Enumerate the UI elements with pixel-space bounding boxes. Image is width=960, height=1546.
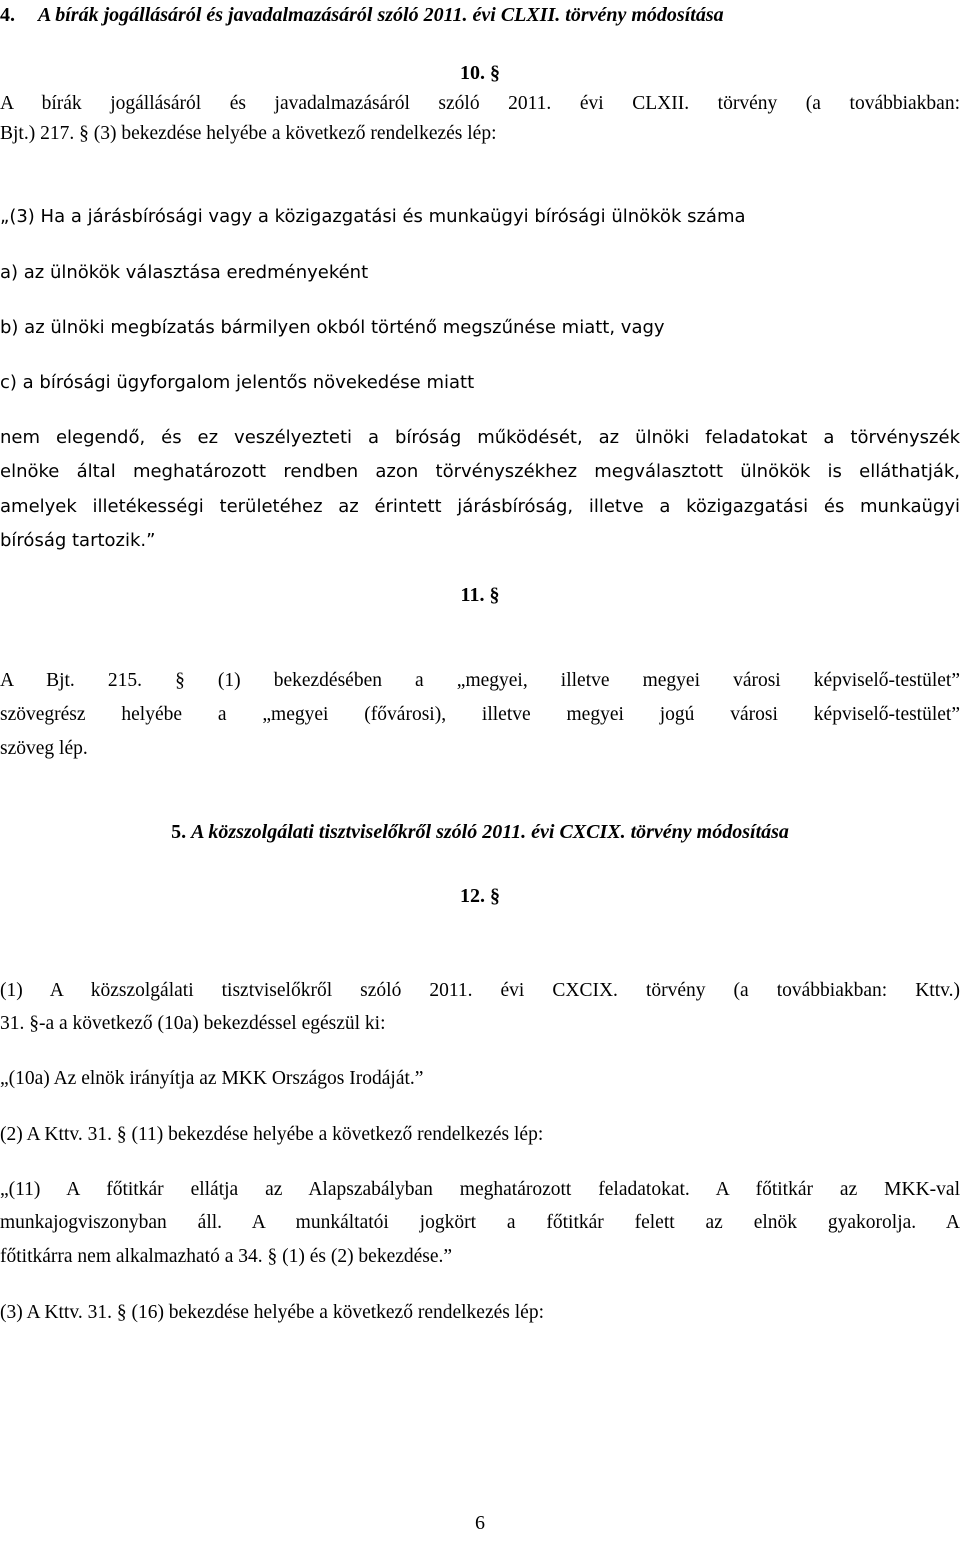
s10-intro-line-1: A bírák jogállásáról és javadalmazásáról szóló 2011. évi CLXII. törvény (a továbbiakban:: [0, 93, 960, 114]
section-heading-5: [0, 817, 960, 847]
page-number: 6: [475, 1512, 485, 1534]
section-heading-4: [0, 0, 960, 30]
s10-tail-line-3: amelyek illetékességi területéhez az érintett járásbíróság, illetve a közigazgatási és munkaügyi: [0, 496, 960, 517]
s12-p2: (2) A Kttv. 31. § (11) bekezdése helyébe a következő rendelkezés lép:: [0, 1124, 544, 1145]
s11-line-2: szövegrész helyébe a „megyei (fővárosi), illetve megyei jogú városi képviselő-testület”: [0, 704, 960, 725]
paragraph-label-10: 10. §: [460, 62, 500, 84]
s12-quote-2-line-1: „(11) A főtitkár ellátja az Alapszabályban meghatározott feladatokat. A főtitkár az MKK-val: [0, 1179, 960, 1200]
s10-item-b: b) az ülnöki megbízatás bármilyen okból történő megszűnése miatt, vagy: [0, 317, 665, 338]
s12-quote-2-line-2: munkajogviszonyban áll. A munkáltatói jogkört a főtitkár felett az elnök gyakorolja. A: [0, 1212, 960, 1233]
s11-line-1: A Bjt. 215. § (1) bekezdésében a „megyei, illetve megyei városi képviselő-testület”: [0, 670, 960, 691]
s12-p1-line-1: (1) A közszolgálati tisztviselőkről szóló 2011. évi CXCIX. törvény (a továbbiakban: Kttv.): [0, 980, 960, 1001]
s12-p1-line-2: 31. §-a a következő (10a) bekezdéssel egészül ki:: [0, 1013, 386, 1034]
s11-line-3: szöveg lép.: [0, 738, 88, 759]
s10-tail-line-1: nem elegendő, és ez veszélyezteti a bíróság működését, az ülnöki feladatokat a törvényszék: [0, 427, 960, 448]
s10-intro-line-2: Bjt.) 217. § (3) bekezdése helyébe a következő rendelkezés lép:: [0, 123, 497, 144]
paragraph-label-12: 12. §: [460, 885, 500, 907]
s10-item-c: c) a bírósági ügyforgalom jelentős növekedése miatt: [0, 372, 475, 393]
s12-quote-1: „(10a) Az elnök irányítja az MKK Országos Irodáját.”: [0, 1068, 424, 1089]
s12-p3: (3) A Kttv. 31. § (16) bekezdése helyébe a következő rendelkezés lép:: [0, 1302, 544, 1323]
s10-tail-line-2: elnöke által meghatározott rendben azon törvényszékhez megválasztott ülnökök is elláthatják,: [0, 461, 960, 482]
s10-quote-line: „(3) Ha a járásbírósági vagy a közigazgatási és munkaügyi bírósági ülnökök száma: [0, 206, 746, 227]
s12-quote-2-line-3: főtitkárra nem alkalmazható a 34. § (1) és (2) bekezdése.”: [0, 1246, 453, 1267]
s10-tail-line-4: bíróság tartozik.”: [0, 530, 156, 551]
paragraph-label-11: 11. §: [460, 584, 500, 606]
heading5-number: 5.: [171, 821, 187, 843]
heading-title: A bírák jogállásáról és javadalmazásáról szóló 2011. évi CLXII. törvény módosítása: [38, 4, 724, 26]
heading5-title: A közszolgálati tisztviselőkről szóló 2011. évi CXCIX. törvény módosítása: [191, 821, 789, 843]
s10-item-a: a) az ülnökök választása eredményeként: [0, 262, 369, 283]
heading-number: 4.: [0, 4, 15, 26]
